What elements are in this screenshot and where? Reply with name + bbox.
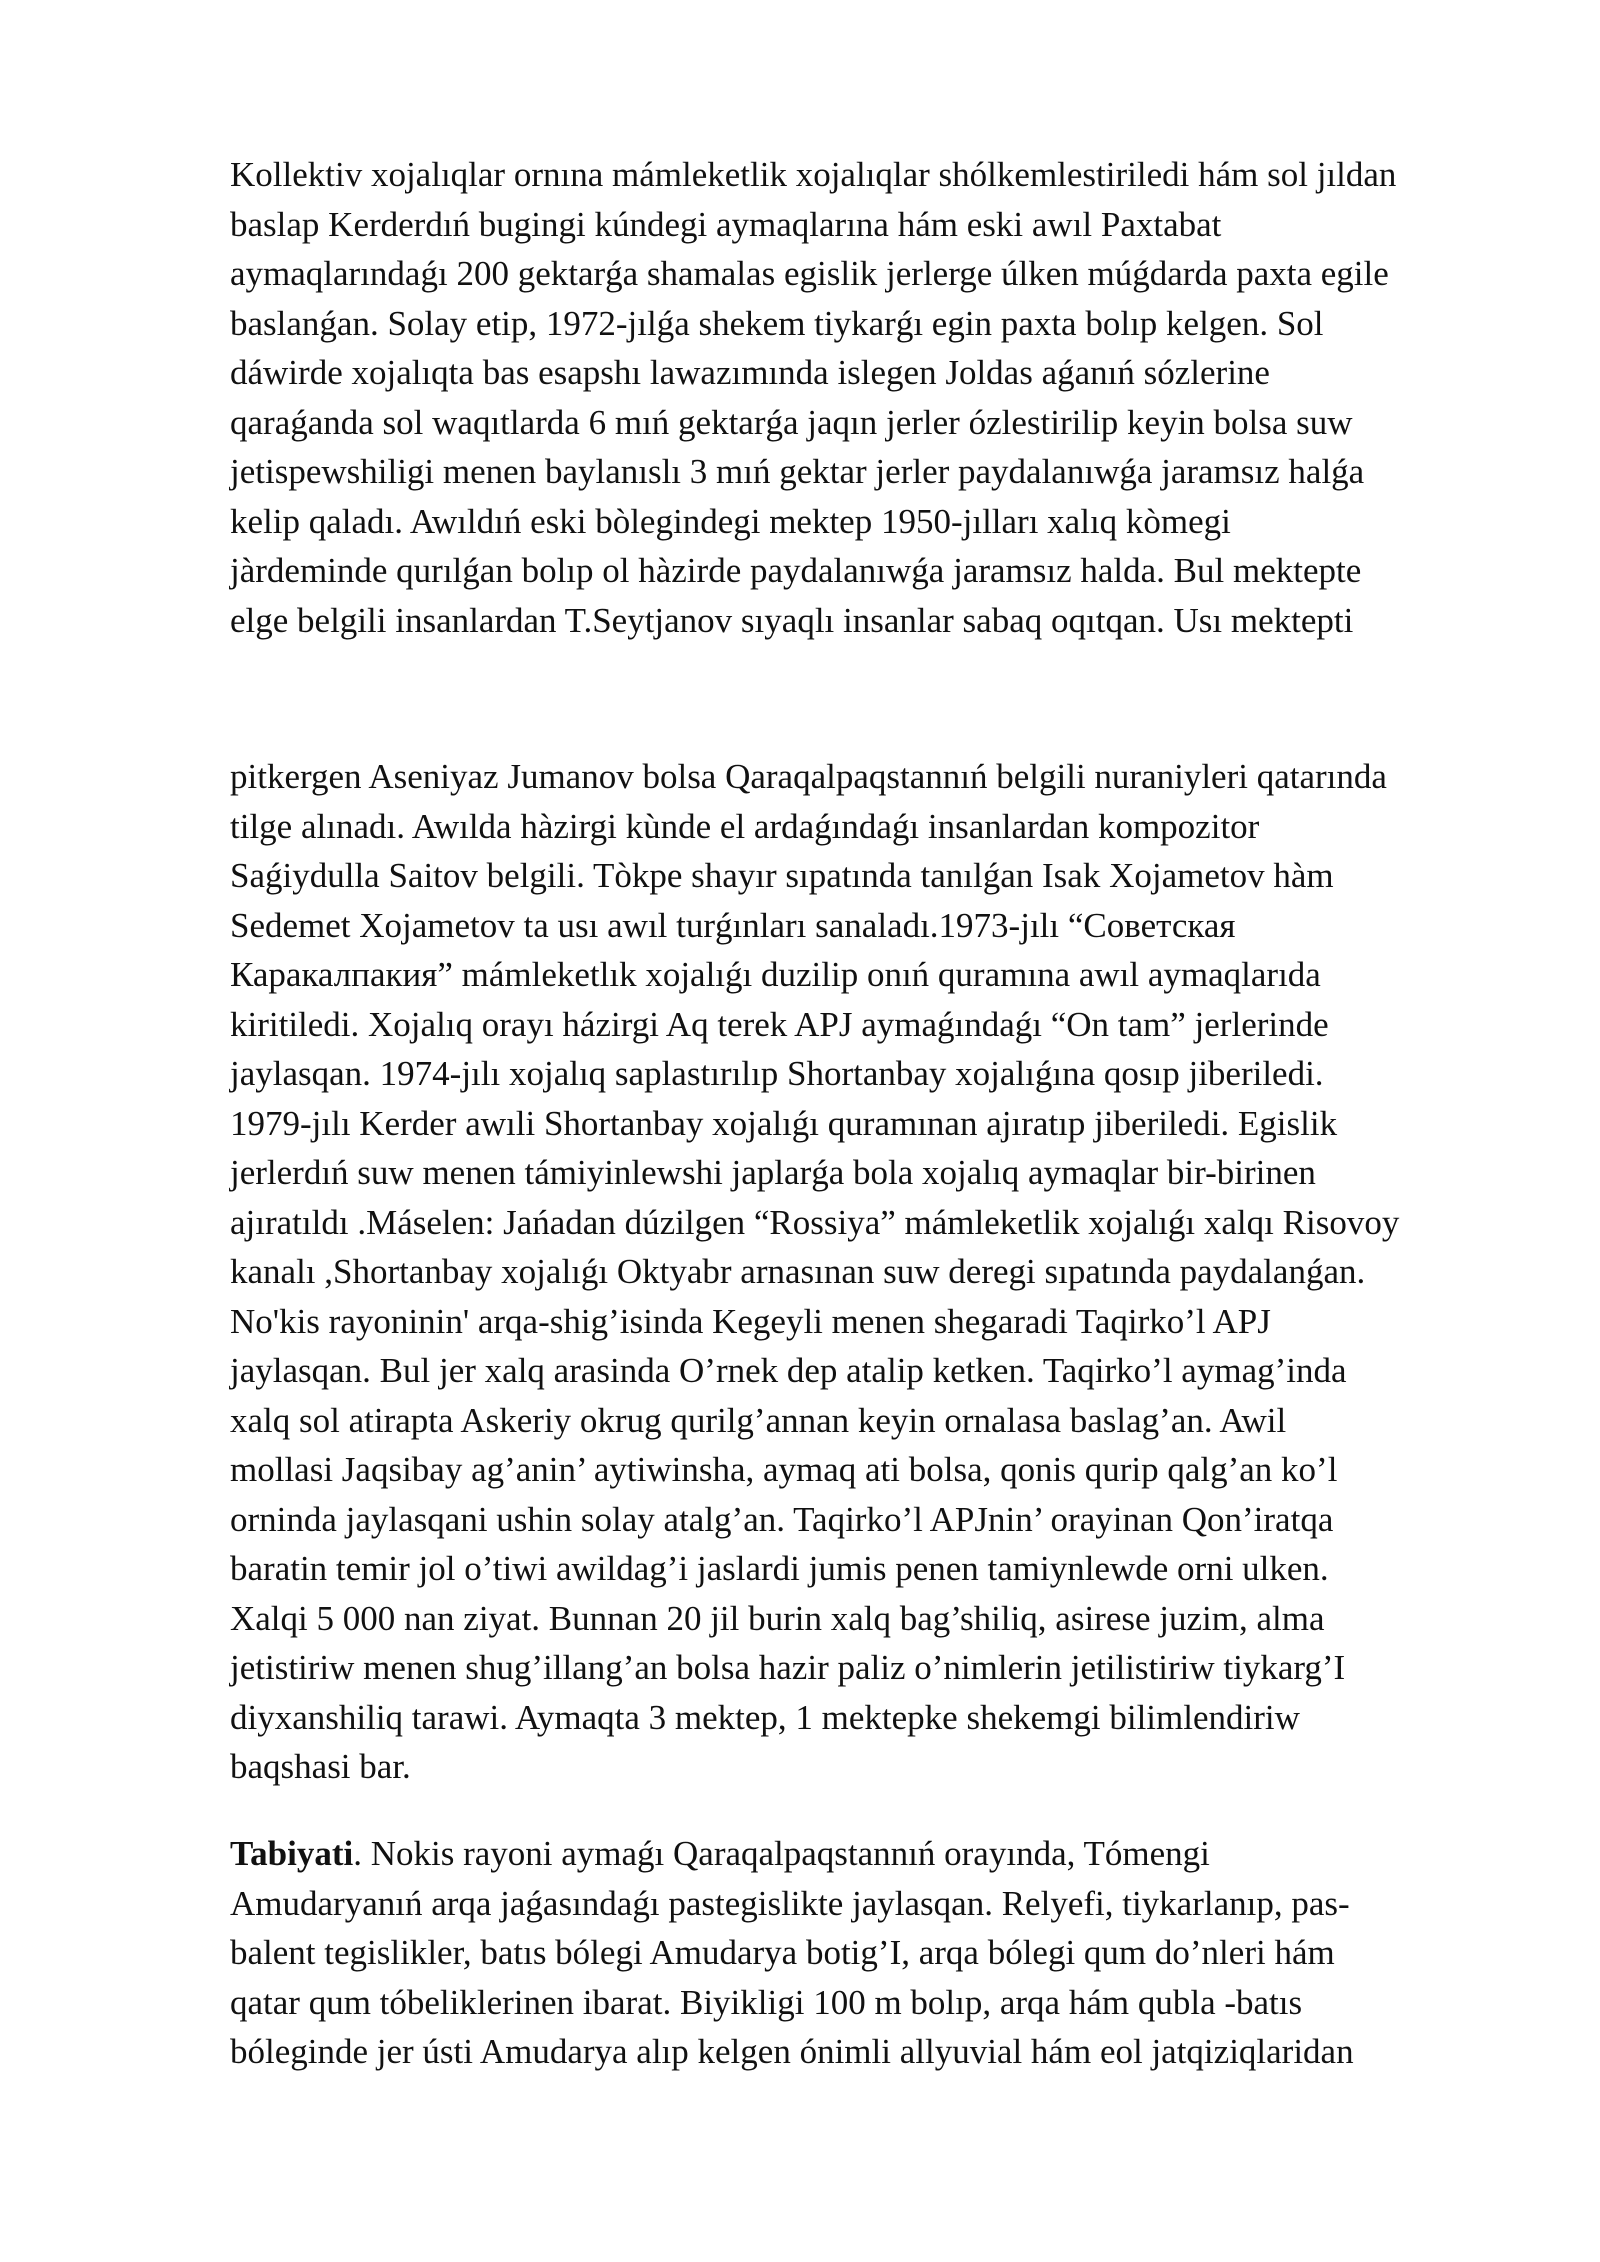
paragraph-awil-people: [230, 752, 1520, 1792]
text-line: Kollektiv xojalıqlar ornına mámleketlik xojalıqlar shólkemlestiriledi hám sol jıldan: [230, 155, 1397, 194]
text-line: jàrdeminde qurılǵan bolıp ol hàzirde paydalanıwǵa jaramsız halda. Bul mektepte: [230, 551, 1362, 590]
text-line: qaraǵanda sol waqıtlarda 6 mıń gektarǵa jaqın jerler ózlestirilip keyin bolsa suw: [230, 402, 1353, 442]
text-line: mollasi Jaqsibay ag’anin’ aytiwinsha, aymaq ati bolsa, qonis qurip qalg’an ko’l: [230, 1450, 1338, 1489]
text-line: Xalqi 5 000 nan ziyat. Bunnan 20 jil burin xalq bag’shiliq, asirese juzim, alma: [230, 1598, 1325, 1638]
paragraph-kerder-history: [230, 150, 1520, 645]
text-line: kelip qaladı. Awıldıń eski bòlegindegi mektep 1950-jılları xalıq kòmegi: [230, 501, 1231, 541]
text-line: baqshasi bar.: [230, 1747, 411, 1786]
text-line: jaylasqan. Bul jer xalq arasinda O’rnek dep atalip ketken. Taqirko’l aymag’inda: [230, 1351, 1347, 1390]
text-line: [230, 1829, 1520, 1879]
text-line: baratin temir jol o’tiwi awildag’i jaslardi jumis penen tamiynlewde orni ulken.: [230, 1549, 1329, 1588]
text-line: diyxanshiliq tarawi. Aymaqta 3 mektep, 1 mektepke shekemgi bilimlendiriw: [230, 1697, 1300, 1737]
text-line: jetistiriw menen shug’illang’an bolsa hazir paliz o’nimlerin jetilistiriw tiykarg’I: [230, 1648, 1346, 1687]
text-line: Sedemet Xojametov ta usı awıl turǵınları sanaladı.1973-jılı “Советская: [230, 905, 1236, 945]
text-line: jerlerdıń suw menen támiyinlewshi japlarǵa bola xojalıq aymaqlar bir-birinen: [230, 1153, 1316, 1192]
text-line: qatar qum tóbeliklerinen ibarat. Biyikligi 100 m bolıp, arqa hám qubla -batıs: [230, 1982, 1303, 2022]
text-line: Saǵiydulla Saitov belgili. Tòkpe shayır sıpatında tanılǵan Isak Xojametov hàm: [230, 856, 1334, 895]
text-line: baslanǵan. Solay etip, 1972-jılǵa shekem tiykarǵı egin paxta bolıp kelgen. Sol: [230, 303, 1324, 343]
text-line: baslap Kerderdıń bugingi kúndegi aymaqlarına hám eski awıl Paxtabat: [230, 204, 1222, 244]
paragraph-tabiyati: [230, 1829, 1520, 2077]
text-line: elge belgili insanlardan T.Seytjanov sıyaqlı insanlar sabaq oqıtqan. Usı mektepti: [230, 600, 1354, 640]
text-line: No'kis rayoninin' arqa-shig’isinda Kegeyli menen shegaradi Taqirko’l APJ: [230, 1301, 1271, 1341]
heading-line-rest: . Nokis rayoni aymaǵı Qaraqalpaqstannıń orayında, Tómengi: [353, 1834, 1210, 1873]
text-line: tilge alınadı. Awılda hàzirgi kùnde el ardaǵındaǵı insanlardan kompozitor: [230, 806, 1260, 846]
text-line: Amudaryanıń arqa jaǵasındaǵı pastegislikte jaylasqan. Relyefi, tiykarlanıp, pas-: [230, 1883, 1350, 1923]
text-line: bóleginde jer ústi Amudarya alıp kelgen ónimli allyuvial hám eol jatqiziqlaridan: [230, 2032, 1354, 2071]
text-line: pitkergen Aseniyaz Jumanov bolsa Qaraqalpaqstannıń belgili nuraniyleri qatarında: [230, 757, 1387, 796]
text-line: aymaqlarındaǵı 200 gektarǵa shamalas egislik jerlerge úlken múǵdarda paxta egile: [230, 254, 1389, 293]
text-line: Каракалпакия” mámleketlık xojalıǵı duzilip onıń quramına awıl aymaqlarıda: [230, 955, 1321, 994]
text-line: kiritiledi. Xojalıq orayı házirgi Aq terek APJ aymaǵındaǵı “On tam” jerlerinde: [230, 1004, 1329, 1044]
text-line: ajıratıldı .Máselen: Jańadan dúzilgen “Rossiya” mámleketlik xojalıǵı xalqı Risovoy: [230, 1202, 1400, 1242]
section-heading: Tabiyati: [230, 1834, 354, 1873]
text-line: jetispewshiligi menen baylanıslı 3 mıń gektar jerler paydalanıwǵa jaramsız halǵa: [230, 452, 1365, 491]
text-line: kanalı ,Shortanbay xojalıǵı Oktyabr arnasınan suw deregi sıpatında paydalanǵan.: [230, 1252, 1366, 1291]
text-line: balent tegislikler, batıs bólegi Amudarya botig’I, arqa bólegi qum do’nleri hám: [230, 1933, 1335, 1972]
text-line: 1979-jılı Kerder awıli Shortanbay xojalıǵı quramınan ajıratıp jiberiledi. Egislik: [230, 1103, 1338, 1143]
text-line: jaylasqan. 1974-jılı xojalıq saplastırılıp Shortanbay xojalıǵına qosıp jiberiledi.: [230, 1054, 1324, 1093]
text-line: dáwirde xojalıqta bas esapshı lawazımında islegen Joldas aǵanıń sózlerine: [230, 353, 1270, 392]
text-line: orninda jaylasqani ushin solay atalg’an. Taqirko’l APJnin’ orayinan Qon’iratqa: [230, 1499, 1334, 1539]
text-line: xalq sol atirapta Askeriy okrug qurilg’annan keyin ornalasa baslag’an. Awil: [230, 1400, 1287, 1440]
